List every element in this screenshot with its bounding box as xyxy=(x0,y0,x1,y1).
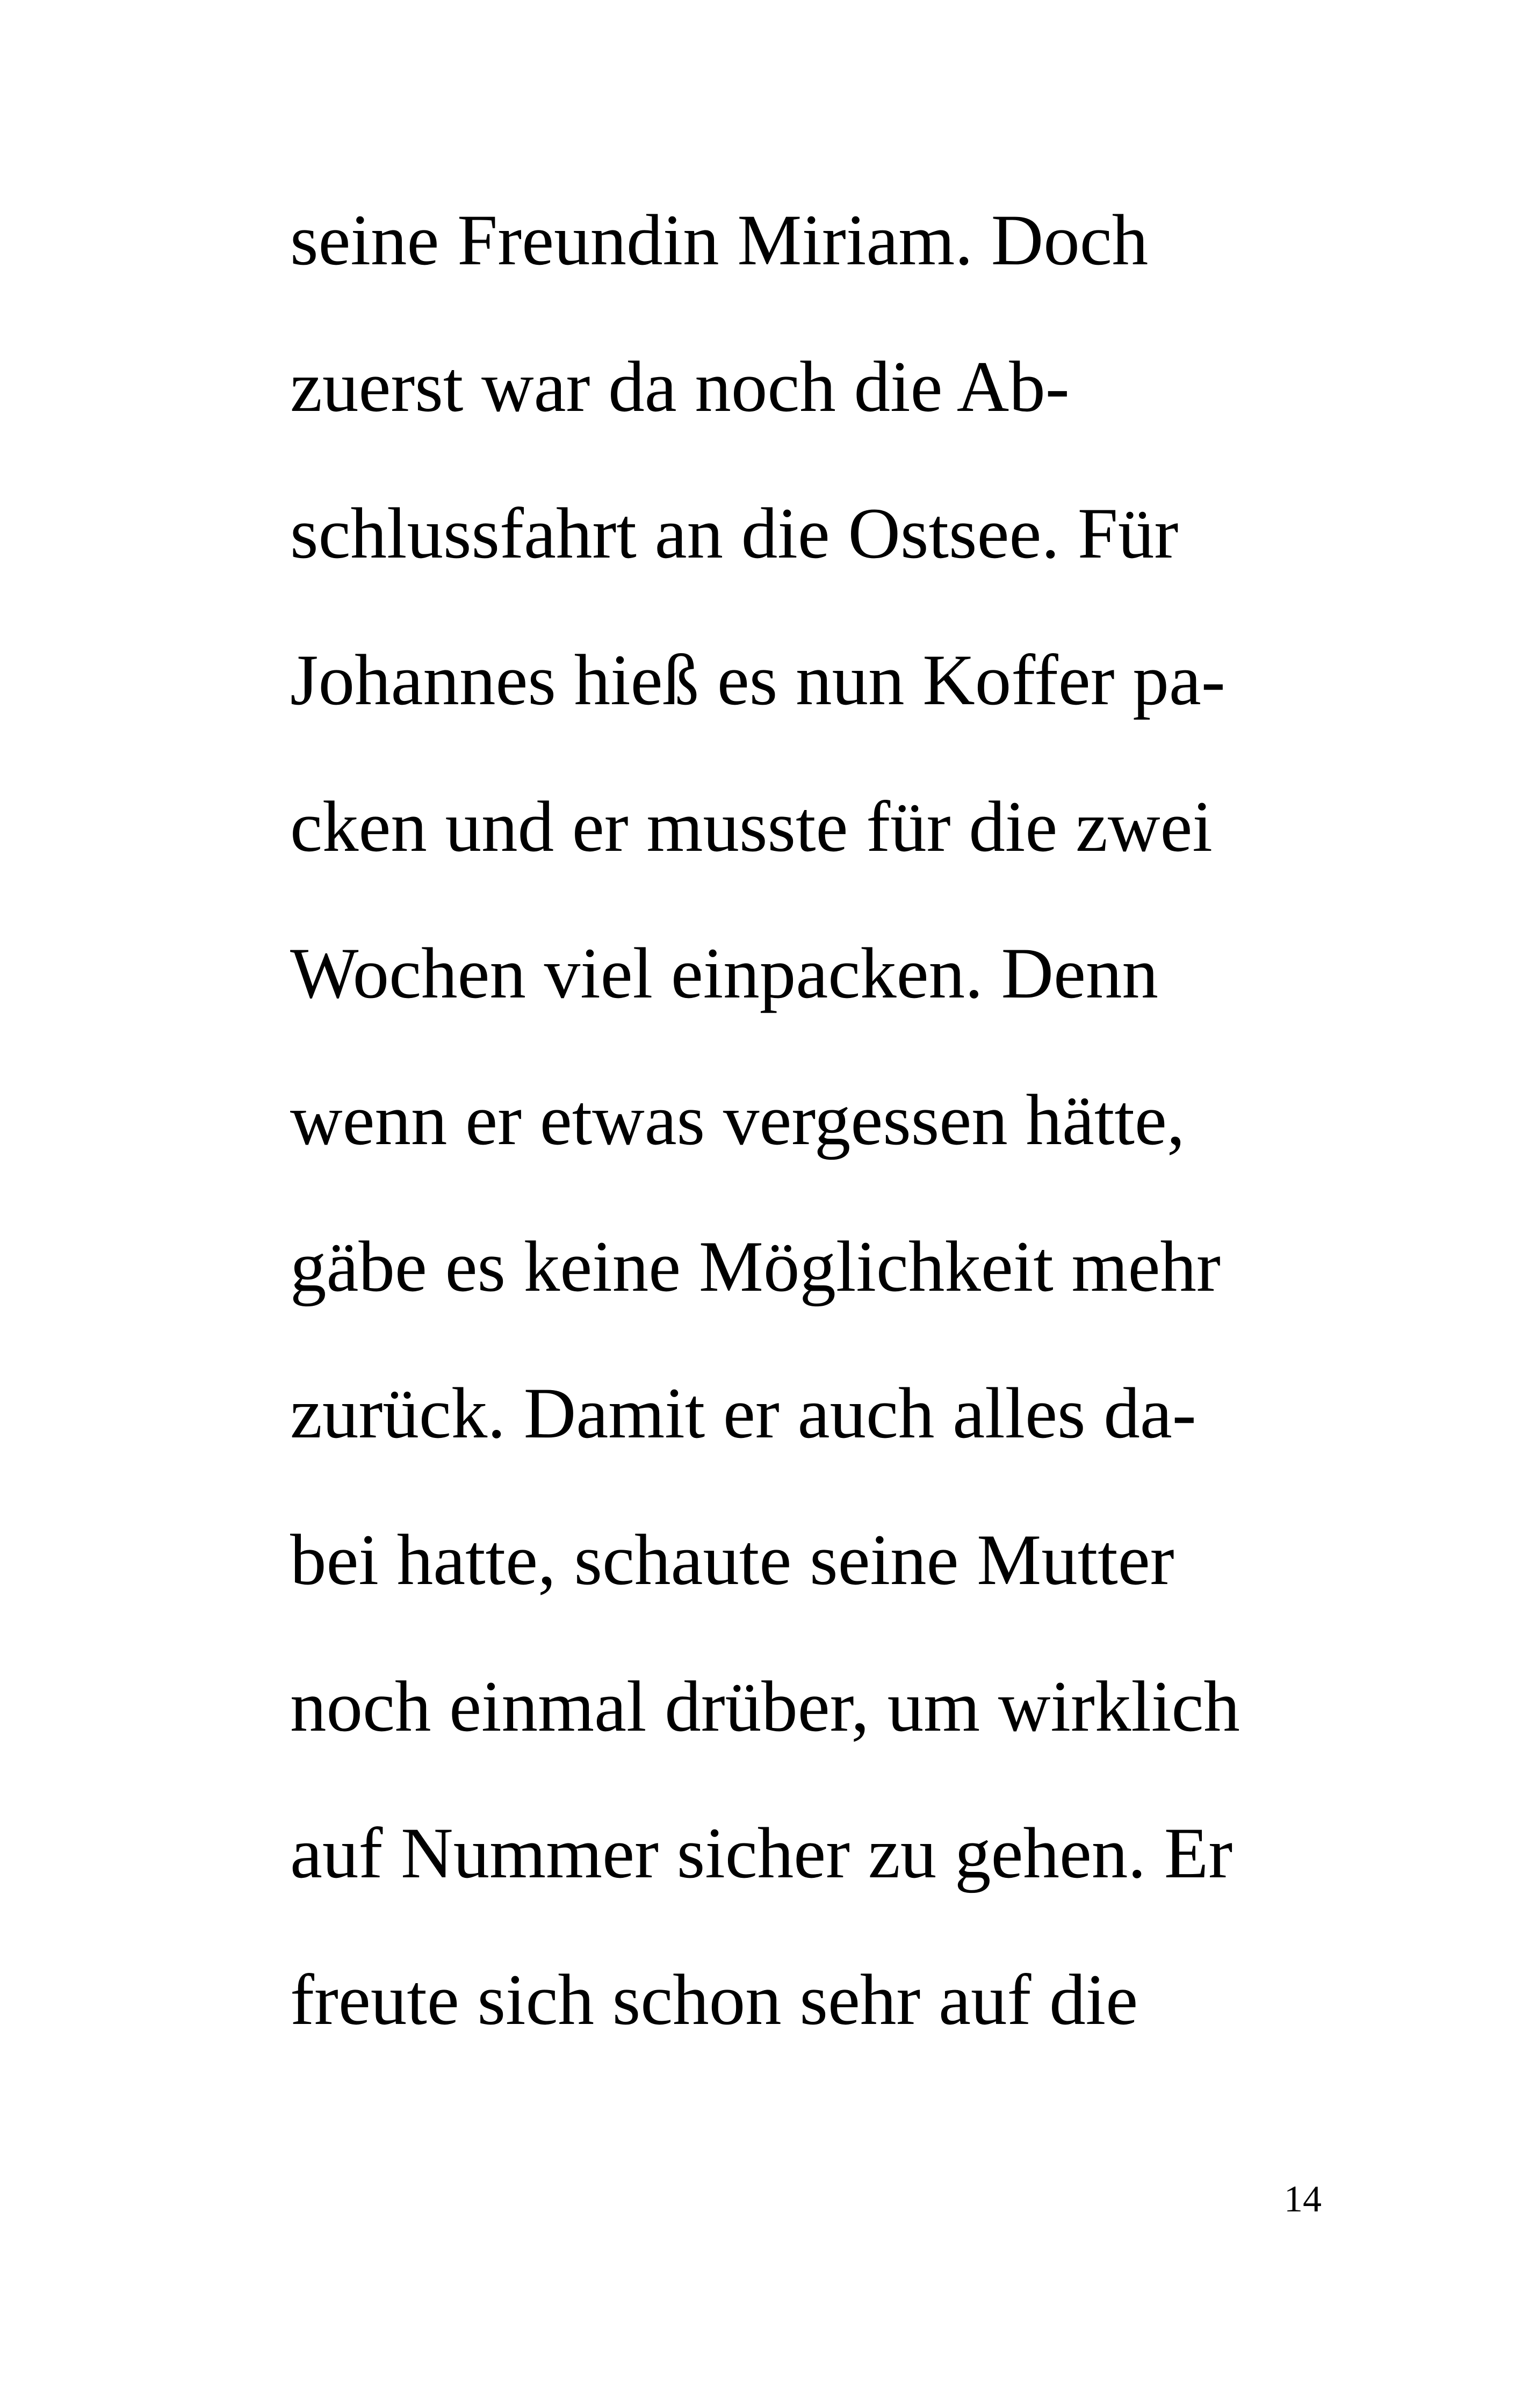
text-line: freute sich schon sehr auf die xyxy=(290,1960,1138,2040)
text-line: zurück. Damit er auch alles da- xyxy=(290,1373,1196,1454)
text-line: schlussfahrt an die Ostsee. Für xyxy=(290,494,1179,574)
page-number: 14 xyxy=(1284,2179,1322,2220)
text-line: cken und er musste für die zwei xyxy=(290,787,1213,867)
text-line: gäbe es keine Möglichkeit mehr xyxy=(290,1227,1221,1307)
body-text xyxy=(290,200,1365,2110)
text-line: noch einmal drüber, um wirklich xyxy=(290,1667,1240,1747)
text-line: wenn er etwas vergessen hätte, xyxy=(290,1080,1185,1160)
text-line: seine Freundin Miriam. Doch xyxy=(290,200,1149,280)
text-line: auf Nummer sicher zu gehen. Er xyxy=(290,1813,1233,1893)
text-line: Johannes hieß es nun Koffer pa- xyxy=(290,640,1225,720)
text-line: zuerst war da noch die Ab- xyxy=(290,347,1070,427)
text-line: bei hatte, schaute seine Mutter xyxy=(290,1520,1174,1600)
text-line: Wochen viel einpacken. Denn xyxy=(290,934,1158,1014)
